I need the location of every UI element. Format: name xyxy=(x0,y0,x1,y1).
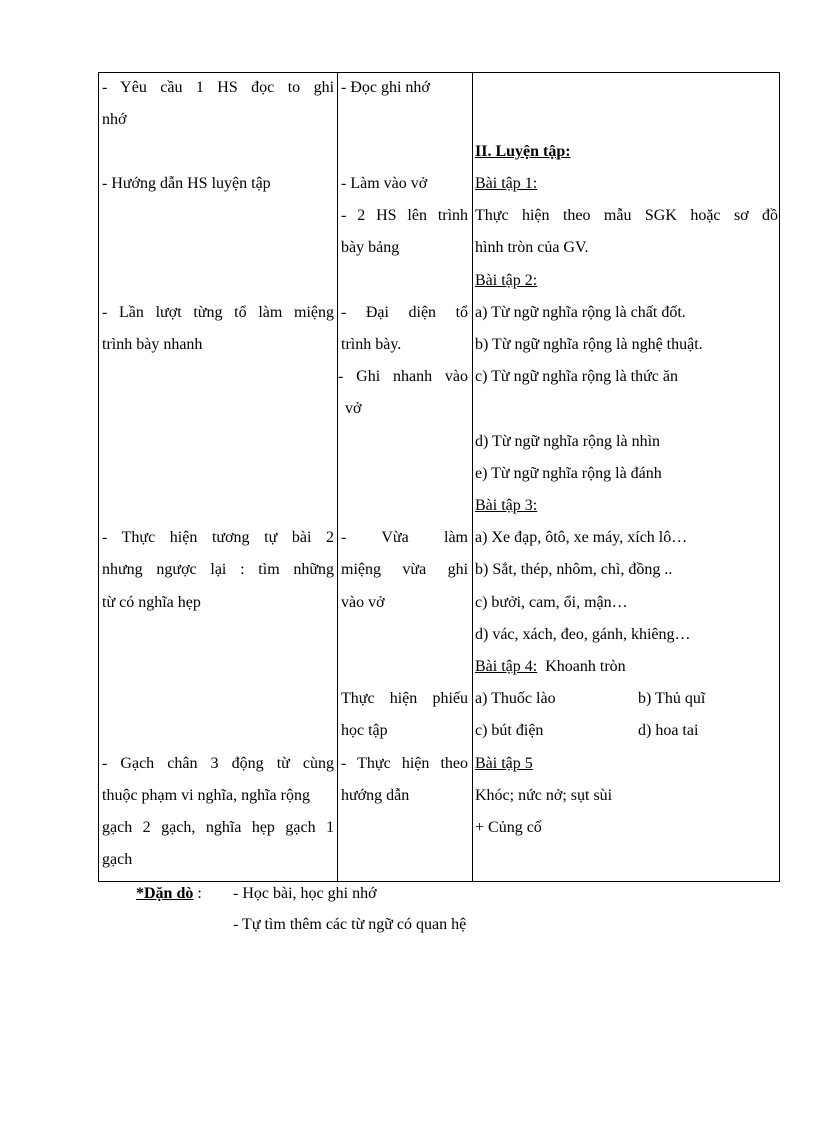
teacher-group-task-line1: - Lần lượt từng tổ làm miệng xyxy=(102,304,335,321)
student-oral-write-line2: miệng vừa ghi xyxy=(341,561,469,578)
teacher-underline-task-line4: gạch xyxy=(102,851,133,868)
teacher-underline-task-line2: thuộc phạm vi nghĩa, nghĩa rộng xyxy=(102,787,310,804)
student-do-notebook: - Làm vào vở xyxy=(341,175,428,192)
exercise-5-answer: Khóc; nức nở; sụt sùi xyxy=(475,787,613,804)
student-quick-note-line2: vở xyxy=(345,400,362,417)
homework-label-line xyxy=(136,884,202,904)
student-board-line1: - 2 HS lên trình xyxy=(341,207,469,224)
exercise-2-title: Bài tập 2: xyxy=(475,272,538,289)
homework-item-1: - Học bài, học ghi nhớ xyxy=(233,885,377,902)
student-follow-guide-line1: - Thực hiện theo xyxy=(341,755,469,772)
exercise-4-option-c: c) bút điện xyxy=(475,722,544,739)
homework-label: *Dặn dò xyxy=(136,885,194,902)
exercise-2-item-c: c) Từ ngữ nghĩa rộng là thức ăn xyxy=(475,368,678,385)
exercise-3-item-a: a) Xe đạp, ôtô, xe máy, xích lô… xyxy=(475,529,688,546)
exercise-4-title: Bài tập 4: xyxy=(475,658,538,675)
student-worksheet-line2: học tập xyxy=(341,722,388,739)
section-title: II. Luyện tập: xyxy=(475,143,571,160)
column-divider-1 xyxy=(337,73,338,881)
student-board-line2: bày bảng xyxy=(341,239,400,256)
student-follow-guide-line2: hướng dẫn xyxy=(341,787,410,804)
teacher-similar-task-line3: từ có nghĩa hẹp xyxy=(102,594,201,611)
exercise-2-item-d: d) Từ ngữ nghĩa rộng là nhìn xyxy=(475,433,661,450)
homework-item-2: - Tự tìm thêm các từ ngữ có quan hệ xyxy=(233,916,467,933)
student-oral-write-line1: - Vừa làm xyxy=(341,529,468,546)
student-representative-line1: - Đại diện tổ xyxy=(341,304,469,321)
homework-colon: : xyxy=(197,885,202,902)
exercise-2-item-a: a) Từ ngữ nghĩa rộng là chất đốt. xyxy=(475,304,686,321)
exercise-4-option-b: b) Thủ quĩ xyxy=(638,690,706,707)
teacher-underline-task-line1: - Gạch chân 3 động từ cùng xyxy=(102,755,334,772)
exercise-1-line2: hình tròn của GV. xyxy=(475,239,589,256)
teacher-practice-guide: - Hướng dẫn HS luyện tập xyxy=(102,175,271,192)
teacher-underline-task-line3: gạch 2 gạch, nghĩa hẹp gạch 1 xyxy=(102,819,335,836)
exercise-4-heading xyxy=(475,657,626,677)
exercise-1-title: Bài tập 1: xyxy=(475,175,538,192)
student-quick-note-line1: - Ghi nhanh vào xyxy=(338,368,469,385)
student-oral-write-line3: vào vở xyxy=(341,594,385,611)
teacher-read-request-line1: - Yêu cầu 1 HS đọc to ghi xyxy=(102,79,335,96)
teacher-group-task-line2: trình bày nhanh xyxy=(102,336,203,353)
teacher-similar-task-line2: nhưng ngược lại : tìm những xyxy=(102,561,335,578)
student-read-note: - Đọc ghi nhớ xyxy=(341,79,430,96)
student-worksheet-line1: Thực hiện phiếu xyxy=(341,690,469,707)
exercise-4-option-a: a) Thuốc lào xyxy=(475,690,556,707)
exercise-4-instruction: Khoanh tròn xyxy=(545,658,626,675)
exercise-3-item-b: b) Sắt, thép, nhôm, chì, đồng .. xyxy=(475,561,673,578)
exercise-3-item-c: c) bưởi, cam, ổi, mận… xyxy=(475,594,628,611)
consolidation-note: + Củng cố xyxy=(475,819,542,836)
exercise-3-title: Bài tập 3: xyxy=(475,497,538,514)
exercise-2-item-b: b) Từ ngữ nghĩa rộng là nghệ thuật. xyxy=(475,336,703,353)
teacher-similar-task-line1: - Thực hiện tương tự bài 2 xyxy=(102,529,335,546)
exercise-5-title: Bài tập 5 xyxy=(475,755,533,772)
exercise-1-line1: Thực hiện theo mẫu SGK hoặc sơ đồ xyxy=(475,207,779,224)
exercise-3-item-d: d) vác, xách, đeo, gánh, khiêng… xyxy=(475,626,691,643)
teacher-read-request-line2: nhớ xyxy=(102,111,127,128)
exercise-4-option-d: d) hoa tai xyxy=(638,722,699,739)
student-representative-line2: trình bày. xyxy=(341,336,402,353)
column-divider-2 xyxy=(472,73,473,881)
exercise-2-item-e: e) Từ ngữ nghĩa rộng là đánh xyxy=(475,465,662,482)
